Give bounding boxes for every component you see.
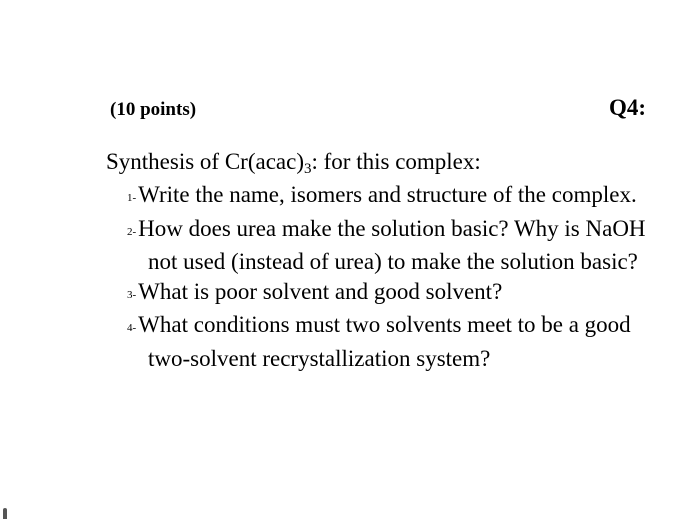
- question-number: Q4:: [609, 95, 647, 120]
- question-item-number: 3-: [127, 288, 137, 301]
- intro-text-end: : for this complex:: [311, 149, 481, 174]
- question-item-1: [127, 180, 647, 214]
- question-item-text: Write the name, isomers and structure of the complex.: [138, 182, 637, 207]
- question-item-3: [127, 277, 647, 311]
- points-label: (10 points): [110, 99, 197, 120]
- question-item-4: [127, 310, 647, 373]
- question-item-number: 1-: [127, 192, 137, 204]
- question-item-text: What conditions must two solvents meet to be a good two-solvent recrystallization system?: [138, 312, 631, 371]
- intro-text: Synthesis of Cr(acac): [106, 149, 304, 174]
- question-item-2: [127, 214, 647, 277]
- question-item-text: How does urea make the solution basic? Why is NaOH not used (instead of urea) to make the solution basic?: [138, 215, 646, 274]
- question-item-number: 4-: [127, 322, 137, 334]
- question-intro: [106, 149, 481, 175]
- question-item-text: What is poor solvent and good solvent?: [138, 278, 503, 304]
- intro-subscript: 3: [304, 161, 312, 177]
- edge-mark: [3, 508, 7, 519]
- question-item-number: 2-: [127, 225, 137, 238]
- question-list: [127, 180, 647, 373]
